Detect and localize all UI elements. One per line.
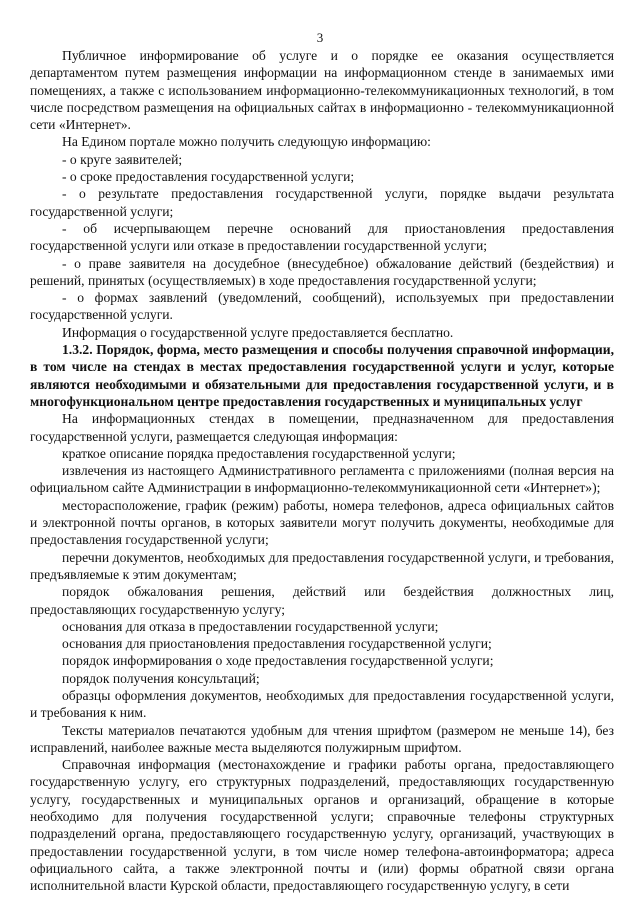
document-body xyxy=(30,47,614,895)
paragraph-portal-intro: На Едином портале можно получить следующую информацию: xyxy=(62,134,431,150)
list-item: основания для приостановления предоставления государственной услуги; xyxy=(62,636,492,652)
list-item: - о сроке предоставления государственной услуги; xyxy=(62,169,355,185)
list-item: порядок обжалования решения, действий или бездействия должностных лиц, предоставляющих государственную услугу; xyxy=(30,584,614,617)
page-number: 3 xyxy=(316,30,324,45)
list-item: - о формах заявлений (уведомлений, сообщений), используемых при предоставлении государственной услуги. xyxy=(30,290,614,323)
list-item: извлечения из настоящего Административного регламента с приложениями (полная версия на официальном сайте Администрации в информационно-телекоммуникационной сети «Интернет»); xyxy=(30,463,614,496)
list-item: месторасположение, график (режим) работы, номера телефонов, адреса официальных сайтов и электронной почты органов, в которых заявители могут получить документы, необходимые для предоставления государственной услуги; xyxy=(30,497,614,548)
list-item: - о праве заявителя на досудебное (внесудебное) обжалование действий (бездействия) и решений, принятых (осуществляемых) в ходе предоставления государственной услуги; xyxy=(30,255,614,288)
list-item: порядок получения консультаций; xyxy=(62,670,260,686)
paragraph-free-of-charge: Информация о государственной услуге предоставляется бесплатно. xyxy=(62,324,454,340)
list-item: перечни документов, необходимых для предоставления государственной услуги, и требования, предъявляемые к этим документам; xyxy=(30,549,614,582)
section-heading-1-3-2: 1.3.2. Порядок, форма, место размещения и способы получения справочной информации, в том числе на стендах в местах предоставления государственной услуги и услуг, которые являются необходимыми и обязательными для предоставления государственной услуги, и в многофункциональном центре предоставления государственных и муниципальных услуг xyxy=(30,342,614,409)
list-item: - о результате предоставления государственной услуги, порядке выдачи результата государственной услуги; xyxy=(30,186,614,219)
paragraph-public-info: Публичное информирование об услуге и о порядке ее оказания осуществляется департаментом путем размещения информации на информационном стенде в занимаемых ими помещениях, а также с использованием информационно-телекоммуникационных технологий, в том числе посредством размещения на официальных сайтах в информационно - телекоммуникационной сети «Интернет». xyxy=(30,48,614,133)
list-item: основания для отказа в предоставлении государственной услуги; xyxy=(62,618,439,634)
paragraph-stands-intro: На информационных стендах в помещении, предназначенном для предоставления государственной услуги, размещается следующая информация: xyxy=(30,411,614,444)
list-item: краткое описание порядка предоставления государственной услуги; xyxy=(62,445,456,461)
list-item: - о круге заявителей; xyxy=(62,151,183,167)
paragraph-font-requirements: Тексты материалов печатаются удобным для чтения шрифтом (размером не меньше 14), без исправлений, наиболее важные места выделяются полужирным шрифтом. xyxy=(30,722,614,755)
paragraph-reference-info: Справочная информация (местонахождение и графики работы органа, предоставляющего государственную услугу, его структурных подразделений, предоставляющих государственную услугу, государственных и муниципальных органов и организаций, обращение в которые необходимо для получения государственной услуги; справочные телефоны структурных подразделений органа, предоставляющего государственную услугу, организаций, участвующих в предоставлении государственной услуги, в том числе номер телефона-автоинформатора; адреса официального сайта, а также электронной почты и (или) формы обратной связи органа исполнительной власти Курской области, предоставляющего государственную услугу, в сети xyxy=(30,757,614,894)
list-item: образцы оформления документов, необходимых для предоставления государственной услуги, и требования к ним. xyxy=(30,687,614,721)
list-item: - об исчерпывающем перечне оснований для приостановления предоставления государственной услуги или отказе в предоставлении государственной услуги; xyxy=(30,220,614,254)
list-item: порядок информирования о ходе предоставления государственной услуги; xyxy=(62,653,494,669)
